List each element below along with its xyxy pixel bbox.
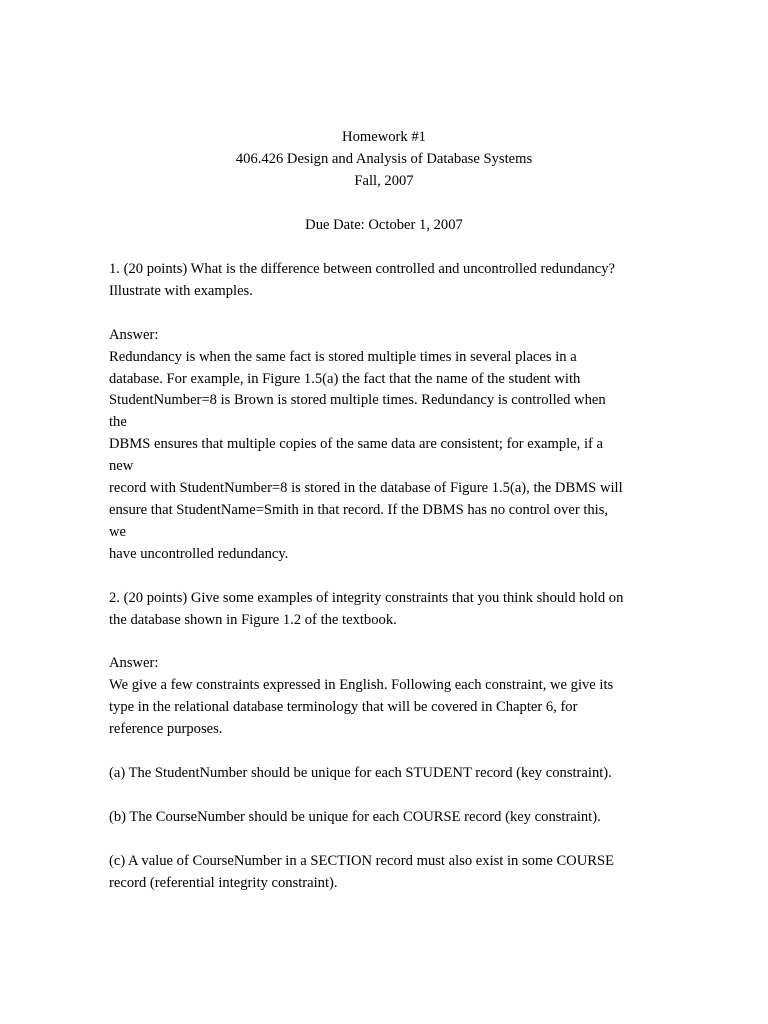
due-date: Due Date: October 1, 2007 xyxy=(305,217,463,233)
constraint-item-a: (a) The StudentNumber should be unique for each STUDENT record (key constraint). xyxy=(109,765,612,781)
q1-question-line: 1. (20 points) What is the difference between controlled and uncontrolled redundancy? xyxy=(109,261,616,277)
q2-question-line: the database shown in Figure 1.2 of the textbook. xyxy=(109,612,397,628)
q1-answer-label: Answer: xyxy=(109,327,159,343)
q1-answer-line: Redundancy is when the same fact is stored multiple times in several places in a xyxy=(109,349,577,365)
q1-answer-line: we xyxy=(109,524,127,540)
q1-answer-line: new xyxy=(109,458,134,474)
term: Fall, 2007 xyxy=(354,173,414,189)
q2-intro-line: type in the relational database terminology that will be covered in Chapter 6, for xyxy=(109,699,578,715)
q1-answer-line: the xyxy=(109,414,127,430)
q2-intro-line: reference purposes. xyxy=(109,721,223,737)
q2-intro-line: We give a few constraints expressed in English. Following each constraint, we give its xyxy=(109,677,614,693)
q1-answer-line: have uncontrolled redundancy. xyxy=(109,546,289,562)
constraint-item-b: (b) The CourseNumber should be unique for each COURSE record (key constraint). xyxy=(109,809,601,825)
constraint-item-c: (c) A value of CourseNumber in a SECTION record must also exist in some COURSE xyxy=(109,853,615,869)
q2-answer-label: Answer: xyxy=(109,655,159,671)
q1-answer-line: ensure that StudentName=Smith in that record. If the DBMS has no control over this, xyxy=(109,502,609,518)
course-name: 406.426 Design and Analysis of Database Systems xyxy=(235,151,533,167)
q1-answer-line: database. For example, in Figure 1.5(a) the fact that the name of the student with xyxy=(109,371,581,387)
q1-question-line: Illustrate with examples. xyxy=(109,283,253,299)
q1-answer-line: record with StudentNumber=8 is stored in the database of Figure 1.5(a), the DBMS will xyxy=(109,480,623,496)
document-title: Homework #1 xyxy=(342,129,426,145)
q1-answer-line: DBMS ensures that multiple copies of the same data are consistent; for example, if a xyxy=(109,436,604,452)
constraint-item-c: record (referential integrity constraint). xyxy=(109,875,338,891)
q1-answer-line: StudentNumber=8 is Brown is stored multiple times. Redundancy is controlled when xyxy=(109,392,606,408)
q2-question-line: 2. (20 points) Give some examples of integrity constraints that you think should hold on xyxy=(109,590,624,606)
